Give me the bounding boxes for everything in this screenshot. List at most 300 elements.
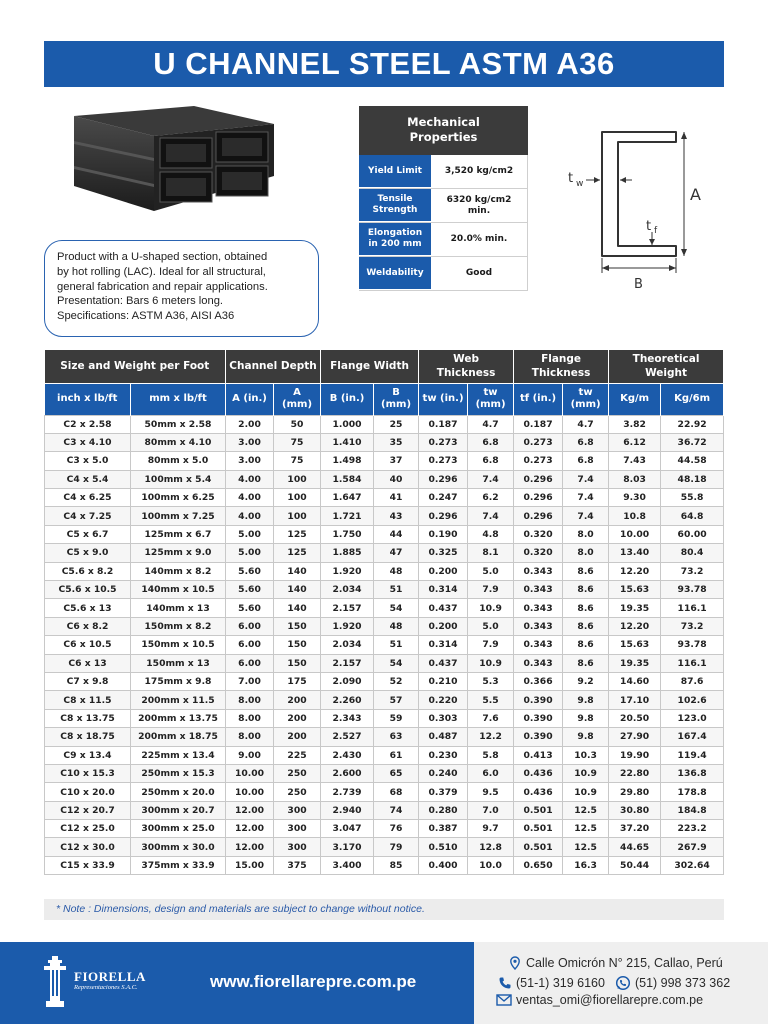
phone-icon [498,976,512,990]
table-cell: 8.1 [468,544,514,562]
table-cell: 0.296 [419,470,468,488]
table-cell: 27.90 [609,728,661,746]
table-cell: 223.2 [661,820,724,838]
table-row [45,617,724,635]
table-cell: 10.00 [226,764,274,782]
table-cell: 3.00 [226,452,274,470]
table-cell: 6.8 [468,452,514,470]
table-cell: 3.400 [321,856,374,874]
table-cell: 1.920 [321,562,374,580]
table-cell: 7.43 [609,452,661,470]
table-cell: 63 [374,728,419,746]
table-cell: 10.0 [468,856,514,874]
table-cell: 2.00 [226,415,274,433]
table-cell: 200mm x 11.5 [131,691,226,709]
table-cell: 12.20 [609,617,661,635]
table-cell: 3.047 [321,820,374,838]
table-cell: C5 x 6.7 [45,525,131,543]
table-cell: 150 [274,617,321,635]
col-b-in: B (in.) [321,383,374,415]
table-cell: 0.200 [419,617,468,635]
table-cell: 0.320 [514,544,563,562]
table-cell: 41 [374,489,419,507]
table-row [45,783,724,801]
mechanical-row-weldability [359,257,528,291]
table-cell: 9.5 [468,783,514,801]
table-cell: 19.35 [609,599,661,617]
table-cell: 0.273 [514,433,563,451]
table-cell: 375mm x 33.9 [131,856,226,874]
table-cell: 300mm x 20.7 [131,801,226,819]
table-cell: 12.2 [468,728,514,746]
table-cell: 0.487 [419,728,468,746]
table-cell: 52 [374,672,419,690]
table-cell: C12 x 30.0 [45,838,131,856]
table-cell: 100mm x 6.25 [131,489,226,507]
table-cell: 0.240 [419,764,468,782]
table-cell: 43 [374,507,419,525]
whatsapp-icon [615,975,631,991]
table-cell: C3 x 4.10 [45,433,131,451]
table-cell: 15.63 [609,581,661,599]
property-label: Tensile Strength [359,189,431,222]
property-value: 6320 kg/cm2 min. [431,189,528,222]
table-cell: 14.60 [609,672,661,690]
table-cell: 64.8 [661,507,724,525]
header-flange-width: Flange Width [321,350,419,383]
table-cell: 5.3 [468,672,514,690]
label-tf: t [646,219,652,234]
table-cell: 0.390 [514,709,563,727]
table-cell: 2.739 [321,783,374,801]
table-cell: 5.60 [226,599,274,617]
table-cell: 37 [374,452,419,470]
table-cell: C12 x 20.7 [45,801,131,819]
disclaimer-note: * Note : Dimensions, design and materials are subject to change without notice. [44,899,724,920]
table-cell: 16.3 [563,856,609,874]
table-cell: 0.314 [419,581,468,599]
table-cell: 0.501 [514,801,563,819]
table-cell: 3.170 [321,838,374,856]
table-cell: 8.6 [563,599,609,617]
table-cell: 125mm x 6.7 [131,525,226,543]
table-cell: 6.00 [226,617,274,635]
table-cell: 125 [274,525,321,543]
header-channel-depth: Channel Depth [226,350,321,383]
table-cell: 0.400 [419,856,468,874]
header-flange-thickness: Flange Thickness [514,350,609,383]
table-cell: 150mm x 10.5 [131,636,226,654]
table-cell: 0.650 [514,856,563,874]
col-tf-in: tf (in.) [514,383,563,415]
table-cell: 200 [274,691,321,709]
description-line: Presentation: Bars 6 meters long. [57,295,224,308]
table-sub-header-row [45,383,724,415]
table-cell: 4.00 [226,489,274,507]
channel-profile [602,132,676,256]
table-cell: 1.885 [321,544,374,562]
table-cell: 140mm x 10.5 [131,581,226,599]
table-cell: 4.8 [468,525,514,543]
table-row [45,525,724,543]
table-cell: C4 x 5.4 [45,470,131,488]
table-cell: 19.90 [609,746,661,764]
table-cell: 57 [374,691,419,709]
table-row [45,856,724,874]
table-cell: 25 [374,415,419,433]
label-tw: t [568,171,574,186]
table-cell: 51 [374,636,419,654]
table-cell: 5.60 [226,562,274,580]
table-cell: 0.296 [514,489,563,507]
table-cell: C8 x 18.75 [45,728,131,746]
table-cell: 6.12 [609,433,661,451]
table-cell: 0.325 [419,544,468,562]
col-a-mm: A (mm) [274,383,321,415]
table-cell: 3.82 [609,415,661,433]
table-cell: 13.40 [609,544,661,562]
table-cell: 7.00 [226,672,274,690]
table-cell: C7 x 9.8 [45,672,131,690]
table-cell: 1.920 [321,617,374,635]
specifications-table [44,350,724,875]
table-cell: 7.4 [563,470,609,488]
header-size-weight: Size and Weight per Foot [45,350,226,383]
table-cell: 10.9 [563,783,609,801]
table-cell: 0.273 [419,433,468,451]
table-cell: 87.6 [661,672,724,690]
table-cell: 0.187 [514,415,563,433]
mechanical-row-elongation [359,223,528,257]
table-cell: 0.437 [419,654,468,672]
table-cell: 15.63 [609,636,661,654]
table-cell: C12 x 25.0 [45,820,131,838]
table-cell: 250 [274,783,321,801]
table-cell: 6.00 [226,636,274,654]
table-cell: 150 [274,636,321,654]
table-cell: 50mm x 2.58 [131,415,226,433]
table-cell: 55.8 [661,489,724,507]
table-row [45,507,724,525]
table-cell: 0.501 [514,820,563,838]
table-cell: 75 [274,452,321,470]
table-cell: 79 [374,838,419,856]
table-cell: 9.30 [609,489,661,507]
table-cell: C8 x 11.5 [45,691,131,709]
table-cell: 85 [374,856,419,874]
col-a-in: A (in.) [226,383,274,415]
table-cell: 0.501 [514,838,563,856]
table-cell: 8.00 [226,728,274,746]
table-cell: 2.157 [321,654,374,672]
table-cell: C10 x 20.0 [45,783,131,801]
table-cell: 10.3 [563,746,609,764]
table-cell: 9.2 [563,672,609,690]
table-cell: 5.0 [468,562,514,580]
description-line: Product with a U-shaped section, obtained [57,251,268,263]
table-cell: 7.9 [468,636,514,654]
table-row [45,562,724,580]
table-cell: 59 [374,709,419,727]
table-cell: 40 [374,470,419,488]
table-cell: 1.000 [321,415,374,433]
table-cell: 0.314 [419,636,468,654]
table-cell: 6.0 [468,764,514,782]
description-line: general fabrication and repair applications. [57,280,268,293]
table-cell: C6 x 13 [45,654,131,672]
table-cell: 0.200 [419,562,468,580]
table-cell: 5.00 [226,525,274,543]
table-cell: 93.78 [661,581,724,599]
website-link[interactable]: www.fiorellarepre.com.pe [210,972,417,991]
table-cell: 300 [274,838,321,856]
property-label: Weldability [359,257,431,290]
table-row [45,709,724,727]
table-cell: 140mm x 13 [131,599,226,617]
table-cell: 75 [274,433,321,451]
table-cell: 7.0 [468,801,514,819]
table-cell: 150mm x 13 [131,654,226,672]
table-cell: 225 [274,746,321,764]
table-cell: 15.00 [226,856,274,874]
page-title: U CHANNEL STEEL ASTM A36 [44,41,724,87]
table-cell: 178.8 [661,783,724,801]
table-cell: 0.210 [419,672,468,690]
col-tw-in: tw (in.) [419,383,468,415]
table-cell: 2.034 [321,636,374,654]
table-cell: 100 [274,507,321,525]
table-cell: 1.647 [321,489,374,507]
table-row [45,581,724,599]
table-cell: 1.584 [321,470,374,488]
table-cell: 74 [374,801,419,819]
col-kg-m: Kg/m [609,383,661,415]
table-cell: 123.0 [661,709,724,727]
table-cell: 200 [274,728,321,746]
table-cell: 225mm x 13.4 [131,746,226,764]
table-cell: 8.00 [226,709,274,727]
table-cell: 1.498 [321,452,374,470]
table-row [45,470,724,488]
table-cell: 9.7 [468,820,514,838]
label-b: B [634,277,643,292]
table-cell: 8.00 [226,691,274,709]
table-cell: 80.4 [661,544,724,562]
table-cell: 100 [274,489,321,507]
product-description [44,240,319,337]
cross-section-diagram [562,120,722,295]
table-row [45,489,724,507]
table-cell: 12.00 [226,838,274,856]
table-cell: 10.9 [468,599,514,617]
table-cell: 0.280 [419,801,468,819]
table-cell: 5.8 [468,746,514,764]
table-cell: 119.4 [661,746,724,764]
table-cell: 150mm x 8.2 [131,617,226,635]
table-cell: 30.80 [609,801,661,819]
table-cell: 0.436 [514,783,563,801]
table-cell: 19.35 [609,654,661,672]
table-cell: 100mm x 7.25 [131,507,226,525]
location-pin-icon [508,956,522,970]
table-cell: C8 x 13.75 [45,709,131,727]
table-cell: 1.721 [321,507,374,525]
table-cell: 200mm x 18.75 [131,728,226,746]
table-cell: 73.2 [661,562,724,580]
table-cell: 22.80 [609,764,661,782]
table-cell: 36.72 [661,433,724,451]
table-cell: 12.00 [226,820,274,838]
table-cell: 65 [374,764,419,782]
table-cell: 125mm x 9.0 [131,544,226,562]
table-row [45,415,724,433]
contact-email: ventas_omi@fiorellarepre.com.pe [496,993,703,1007]
table-row [45,544,724,562]
header-web-thickness: Web Thickness [419,350,514,383]
table-cell: 200mm x 13.75 [131,709,226,727]
table-cell: 2.600 [321,764,374,782]
table-cell: 0.296 [514,507,563,525]
company-name: FIORELLA [74,969,146,984]
table-row [45,452,724,470]
table-cell: 12.5 [563,801,609,819]
table-cell: 8.6 [563,562,609,580]
table-cell: C4 x 6.25 [45,489,131,507]
table-cell: 76 [374,820,419,838]
table-cell: 7.9 [468,581,514,599]
table-cell: 7.6 [468,709,514,727]
table-cell: 10.00 [609,525,661,543]
table-cell: 0.413 [514,746,563,764]
table-cell: 116.1 [661,654,724,672]
table-cell: 44 [374,525,419,543]
label-a: A [690,185,701,204]
table-cell: 6.8 [563,452,609,470]
table-cell: 4.7 [468,415,514,433]
table-cell: 0.390 [514,728,563,746]
table-cell: 68 [374,783,419,801]
table-cell: 8.6 [563,581,609,599]
mechanical-properties-header: Mechanical Properties [359,106,528,155]
table-cell: 60.00 [661,525,724,543]
table-cell: 37.20 [609,820,661,838]
table-group-header-row [45,350,724,383]
table-cell: 0.230 [419,746,468,764]
table-cell: C5.6 x 13 [45,599,131,617]
table-cell: 8.6 [563,617,609,635]
table-cell: 267.9 [661,838,724,856]
mechanical-row-yield [359,155,528,189]
table-cell: 5.0 [468,617,514,635]
table-cell: 0.343 [514,636,563,654]
table-cell: 44.65 [609,838,661,856]
table-cell: 2.527 [321,728,374,746]
table-cell: 61 [374,746,419,764]
table-row [45,801,724,819]
table-cell: 0.320 [514,525,563,543]
company-subtitle: Representaciones S.A.C. [74,984,138,991]
table-cell: 6.00 [226,654,274,672]
table-cell: 0.343 [514,599,563,617]
table-cell: 73.2 [661,617,724,635]
table-cell: 80mm x 5.0 [131,452,226,470]
table-cell: 35 [374,433,419,451]
table-cell: C5.6 x 8.2 [45,562,131,580]
table-cell: C5 x 9.0 [45,544,131,562]
table-cell: 0.436 [514,764,563,782]
table-cell: 7.4 [468,507,514,525]
table-cell: 8.6 [563,636,609,654]
table-cell: 300mm x 25.0 [131,820,226,838]
table-row [45,746,724,764]
table-cell: 300mm x 30.0 [131,838,226,856]
table-cell: 175 [274,672,321,690]
table-cell: 6.8 [563,433,609,451]
table-cell: 0.437 [419,599,468,617]
table-cell: 175mm x 9.8 [131,672,226,690]
table-cell: 10.00 [226,783,274,801]
table-cell: 102.6 [661,691,724,709]
table-cell: C2 x 2.58 [45,415,131,433]
table-cell: 5.00 [226,544,274,562]
col-mm: mm x lb/ft [131,383,226,415]
table-cell: 20.50 [609,709,661,727]
svg-text:f: f [654,226,658,236]
table-cell: 2.343 [321,709,374,727]
table-cell: 300 [274,820,321,838]
table-cell: C6 x 10.5 [45,636,131,654]
property-value: Good [431,257,528,290]
table-cell: 0.220 [419,691,468,709]
table-cell: 1.410 [321,433,374,451]
table-cell: 12.8 [468,838,514,856]
table-cell: 0.296 [514,470,563,488]
table-cell: 136.8 [661,764,724,782]
table-cell: C3 x 5.0 [45,452,131,470]
table-cell: 50 [274,415,321,433]
table-cell: 3.00 [226,433,274,451]
table-cell: C4 x 7.25 [45,507,131,525]
table-cell: 12.20 [609,562,661,580]
table-cell: 0.510 [419,838,468,856]
table-cell: C15 x 33.9 [45,856,131,874]
description-line: Specifications: ASTM A36, AISI A36 [57,310,235,323]
table-cell: 7.4 [563,489,609,507]
table-cell: 5.60 [226,581,274,599]
table-cell: 0.296 [419,507,468,525]
table-cell: 10.9 [563,764,609,782]
table-cell: 54 [374,599,419,617]
table-cell: 9.8 [563,728,609,746]
table-cell: 250 [274,764,321,782]
table-cell: 0.343 [514,654,563,672]
table-cell: 116.1 [661,599,724,617]
table-cell: 8.0 [563,544,609,562]
table-cell: 48 [374,617,419,635]
svg-text:w: w [576,179,584,189]
table-cell: 300 [274,801,321,819]
table-cell: 10.8 [609,507,661,525]
table-cell: 184.8 [661,801,724,819]
table-cell: 29.80 [609,783,661,801]
col-inch: inch x lb/ft [45,383,131,415]
table-cell: 1.750 [321,525,374,543]
table-cell: 0.390 [514,691,563,709]
table-row [45,636,724,654]
table-cell: 140 [274,599,321,617]
table-cell: 6.8 [468,433,514,451]
table-cell: 9.00 [226,746,274,764]
